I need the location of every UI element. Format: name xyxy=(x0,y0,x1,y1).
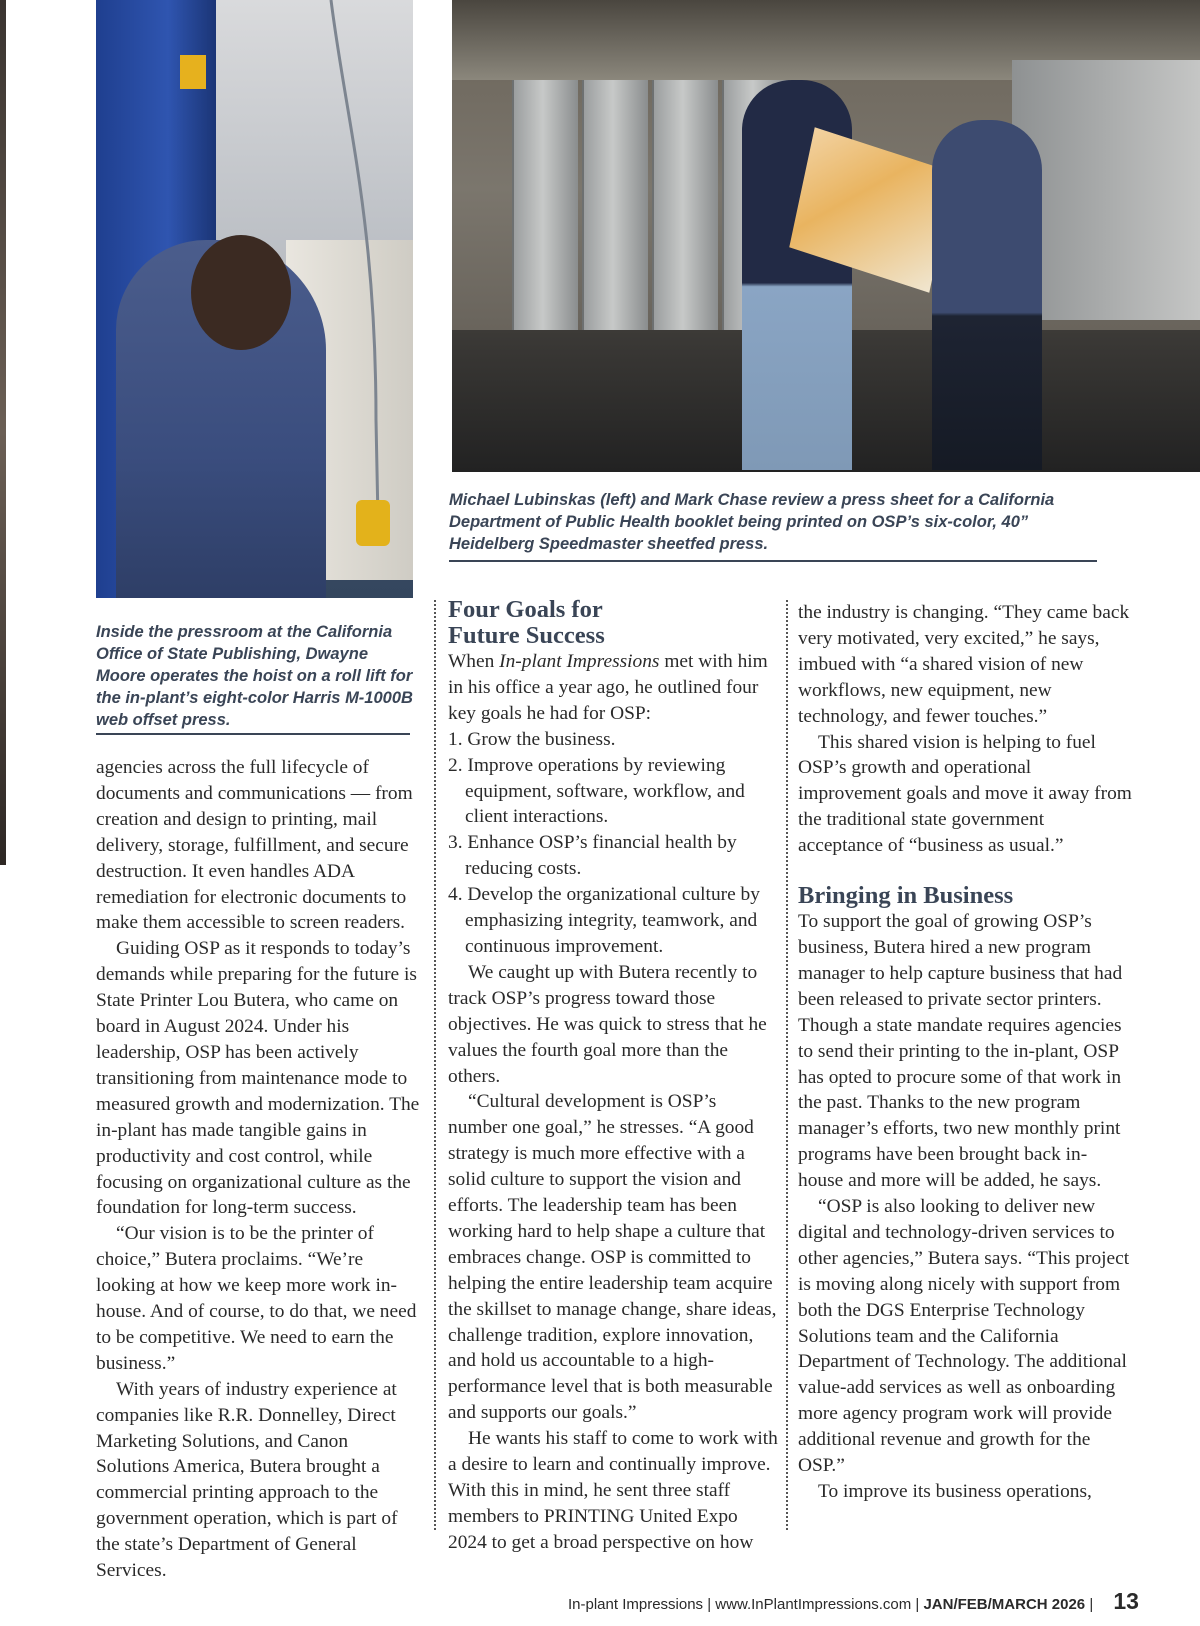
heading-line: Future Success xyxy=(448,622,605,649)
paragraph: “Our vision is to be the printer of choice,” Butera proclaims. “We’re looking at how we keep more work in-house. And of course, to do that, we need to be competitive. We need to earn the business.” xyxy=(96,1223,417,1374)
paragraph: “OSP is also looking to deliver new digital and technology-driven services to other agencies,” Butera says. “This project is moving along nicely with support from both the DGS Enterprise Technology Solutions team and the California Department of Technology. The additional value-add services as well as onboarding more agency program work will provide additional revenue and growth for the OSP.” xyxy=(798,1196,1130,1477)
issue-date: JAN/FEB/MARCH 2026 xyxy=(923,1596,1086,1613)
paragraph: We caught up with Butera recently to track OSP’s progress toward those objectives. He was quick to stress that he values the fourth goal more than the others. xyxy=(448,961,767,1087)
publication-name: In-plant Impressions xyxy=(499,651,660,672)
caption-rule-right xyxy=(449,560,1097,562)
article-column-3 xyxy=(798,600,1132,1505)
pressroom-photo xyxy=(96,0,413,598)
page-footer xyxy=(568,1588,1150,1618)
photo-caption-left: Inside the pressroom at the California Office of State Publishing, Dwayne Moore operates the hoist on a roll lift for the in-plant’s eight-color Harris M-1000B web offset press. xyxy=(96,623,413,729)
list-item: 3. Enhance OSP’s financial health by reducing costs. xyxy=(448,832,737,880)
paragraph: “Cultural development is OSP’s number one goal,” he stresses. “A good strategy is much more effective with a solid culture to support the vision and efforts. The leadership team has been working hard to help shape a culture that embraces change. OSP is committed to helping the entire leadership team acquire the skillset to manage change, share ideas, challenge tradition, explore innovation, and hold us accountable to a high-performance level that is both measurable and supports our goals.” xyxy=(448,1091,777,1424)
section-heading xyxy=(448,597,780,649)
hoist-cable-illustration xyxy=(96,0,413,598)
man-right-figure xyxy=(932,120,1042,470)
publication-name: In-plant Impressions xyxy=(568,1596,704,1613)
paragraph xyxy=(448,649,780,727)
press-photo xyxy=(452,0,1200,472)
section-heading: Bringing in Business xyxy=(798,882,1014,910)
caption-rule-left xyxy=(96,733,410,735)
heading-line: Four Goals for xyxy=(448,596,603,623)
previous-page-edge xyxy=(0,0,6,865)
paragraph: Guiding OSP as it responds to today’s demands while preparing for the future is State Printer Lou Butera, who came on board in August 2024. Under his leadership, OSP has been actively transitioning from maintenance mode to measured growth and modernization. The in-plant has made tangible gains in productivity and cost control, while focusing on organizational culture as the foundation for long-term success. xyxy=(96,938,420,1219)
list-item: 1. Grow the business. xyxy=(448,728,616,750)
paragraph: To improve its business operations, xyxy=(818,1481,1092,1502)
text-run: met with him in his office a year ago, he outlined four key goals he had for OSP: xyxy=(448,651,768,724)
website-link[interactable]: www.InPlantImpressions.com xyxy=(715,1596,912,1613)
photo-caption-right: Michael Lubinskas (left) and Mark Chase review a press sheet for a California Department of Public Health booklet being printed on OSP’s six-color, 40” Heidelberg Speedmaster sheetfed press. xyxy=(449,491,1055,553)
list-item: 2. Improve operations by reviewing equipment, software, workflow, and client interactions. xyxy=(448,754,745,828)
list-item: 4. Develop the organizational culture by emphasizing integrity, teamwork, and continuous improvement. xyxy=(448,884,760,957)
paragraph: To support the goal of growing OSP’s business, Butera hired a new program manager to help capture business that had been released to private sector printers. Though a state mandate requires agencies to send their printing to the in-plant, OSP has opted to procure some of that work in the past. Thanks to the new program manager’s efforts, two new monthly print programs have been brought back in-house and more will be added, he says. xyxy=(798,911,1123,1192)
press-unit xyxy=(652,80,718,340)
paragraph: This shared vision is helping to fuel OSP’s growth and operational improvement goals and move it away from the traditional state government acceptance of “business as usual.” xyxy=(798,731,1132,857)
paragraph: agencies across the full lifecycle of documents and communications — from creation and design to printing, mail delivery, storage, fulfillment, and secure destruction. It even handles ADA remediation for electronic documents to make them accessible to screen readers. xyxy=(96,757,413,934)
column-divider xyxy=(786,600,788,1530)
column-divider xyxy=(434,600,436,1530)
text-run: When xyxy=(448,651,500,672)
paragraph: He wants his staff to come to work with a desire to learn and continually improve. With this in mind, he sent three staff members to PRINTING United Expo 2024 to get a broad perspective on how xyxy=(448,1428,778,1553)
footer-separator: | xyxy=(1085,1596,1098,1613)
paragraph: the industry is changing. “They came back very motivated, very excited,” he says, imbued with “a shared vision of new workflows, new equipment, new technology, and fewer touches.” xyxy=(798,602,1130,727)
press-unit xyxy=(582,80,648,340)
footer-separator: | xyxy=(703,1596,716,1613)
footer-separator: | xyxy=(911,1596,924,1613)
paragraph: With years of industry experience at companies like R.R. Donnelley, Direct Marketing Solutions, and Canon Solutions America, Butera brought a commercial printing approach to the government operation, which is part of the state’s Department of General Services. xyxy=(96,1378,398,1582)
goals-list xyxy=(448,727,780,960)
article-column-1 xyxy=(96,755,422,1584)
page-number: 13 xyxy=(1113,1588,1139,1614)
article-column-2 xyxy=(448,597,780,1556)
press-unit xyxy=(512,80,578,340)
